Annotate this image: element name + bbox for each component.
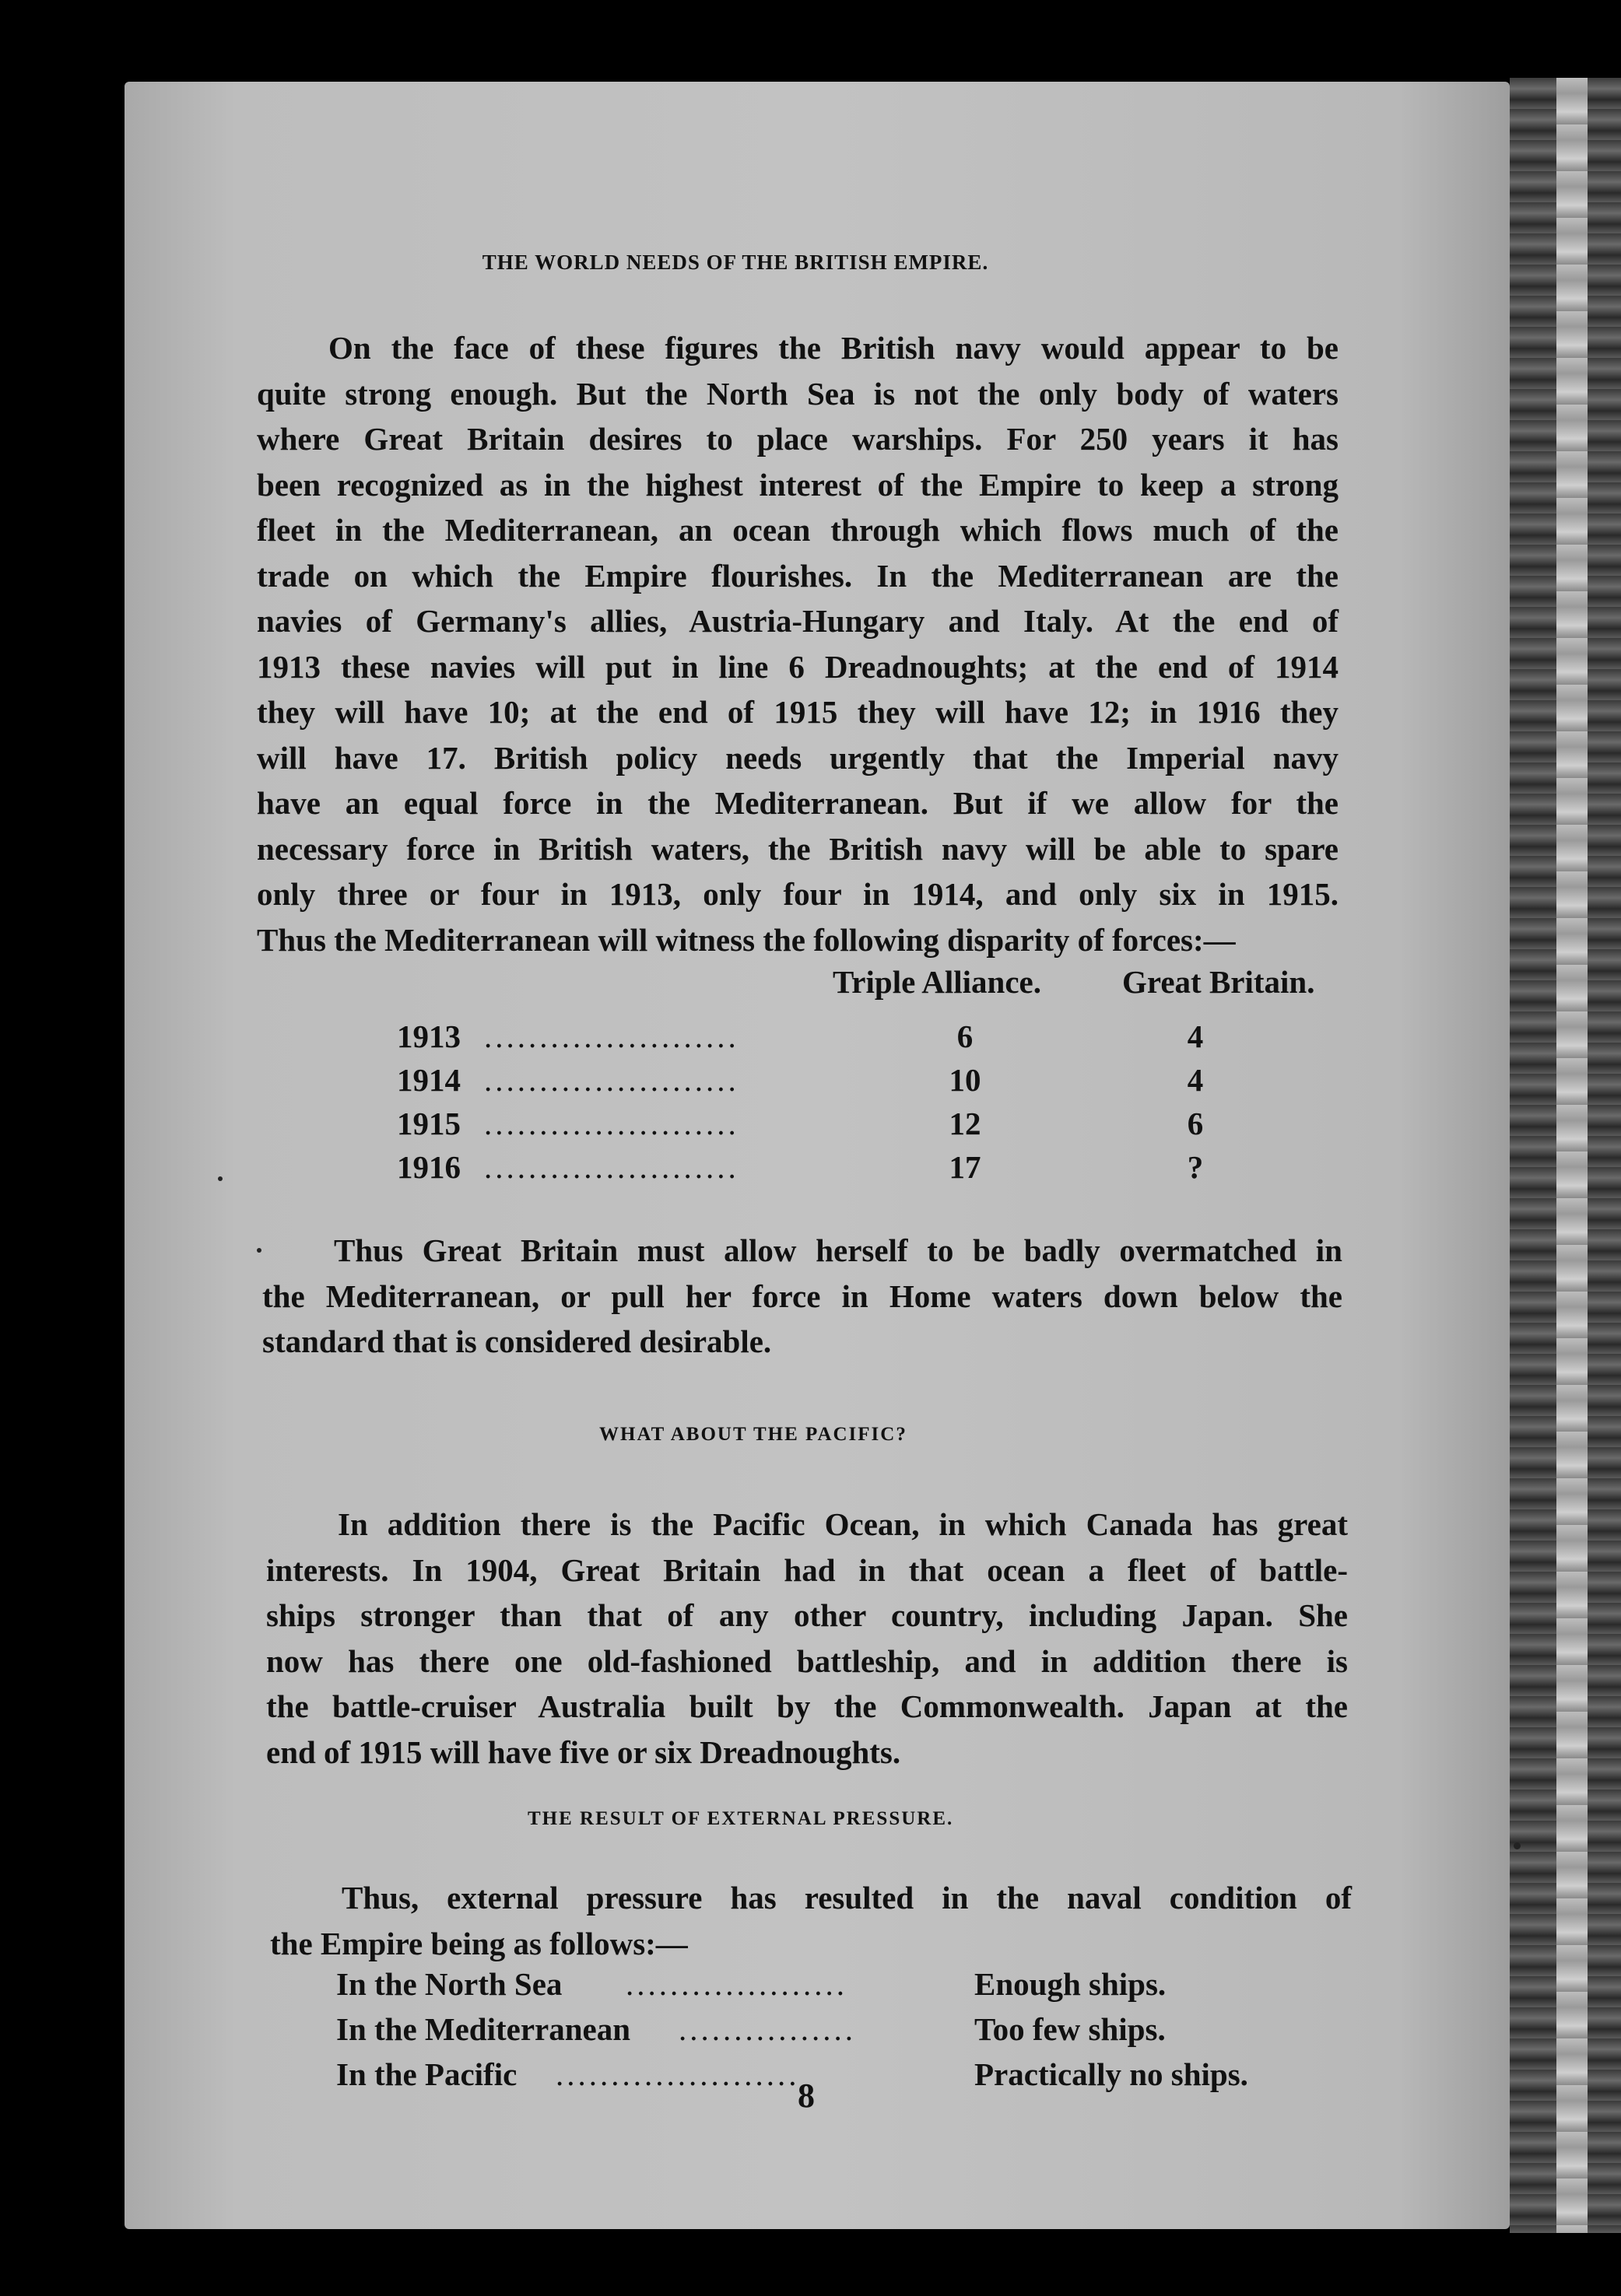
triple-alliance-value: 10 <box>949 1062 981 1098</box>
header-great-britain: Great Britain. <box>1122 964 1315 1000</box>
text-line: 1913 these navies will put in line 6 Dreadnoughts; at the end of 1914 <box>257 648 1339 685</box>
text-line: ships stronger than that of any other country, including Japan. She <box>266 1597 1348 1633</box>
text-line: the Mediterranean, or pull her force in Home waters down below the <box>262 1278 1342 1314</box>
text-line: only three or four in 1913, only four in 1914, and only six in 1915. <box>257 876 1339 912</box>
row-year: 1913 <box>397 1018 461 1054</box>
triple-alliance-value: 17 <box>949 1149 981 1185</box>
scan-speck <box>1514 1842 1521 1849</box>
header-triple-alliance: Triple Alliance. <box>833 964 1042 1000</box>
condition-place: In the North Sea <box>336 1966 563 2002</box>
table-row <box>397 1105 1362 1148</box>
text-line: On the face of these figures the British navy would appear to be <box>328 330 1339 366</box>
naval-conditions-list <box>336 1965 1348 2101</box>
page-edge-strip <box>1510 78 1621 2233</box>
text-line: standard that is considered desirable. <box>262 1323 772 1359</box>
text-line: they will have 10; at the end of 1915 they will have 12; in 1916 they <box>257 694 1339 730</box>
page-edge-highlight <box>1556 78 1588 2233</box>
list-item <box>336 1965 1348 2010</box>
great-britain-value: 4 <box>1187 1062 1204 1098</box>
page-number: 8 <box>798 2077 815 2115</box>
condition-status: Practically no ships. <box>974 2056 1248 2092</box>
text-line: the battle-cruiser Australia built by the Commonwealth. Japan at the <box>266 1688 1348 1724</box>
subheading-pacific: WHAT ABOUT THE PACIFIC? <box>599 1424 907 1445</box>
text-line: quite strong enough. But the North Sea is not the only body of waters <box>257 375 1339 412</box>
row-year: 1916 <box>397 1149 461 1185</box>
text-line: Thus, external pressure has resulted in the naval condition of <box>342 1880 1352 1916</box>
text-line: In addition there is the Pacific Ocean, in which Canada has great <box>338 1506 1348 1542</box>
subheading-external-pressure: THE RESULT OF EXTERNAL PRESSURE. <box>528 1808 954 1829</box>
table-row <box>397 1018 1362 1061</box>
paragraph-overmatched <box>262 1228 1342 1365</box>
text-line: trade on which the Empire flourishes. In the Mediterranean are the <box>257 557 1339 594</box>
condition-status: Too few ships. <box>974 2011 1166 2047</box>
great-britain-value: ? <box>1187 1149 1204 1185</box>
great-britain-value: 6 <box>1187 1106 1204 1141</box>
text-line: Thus Great Britain must allow herself to be badly overmatched in <box>334 1232 1342 1268</box>
dot-leader: ....................... <box>484 1106 739 1141</box>
text-line: will have 17. British policy needs urgently that the Imperial navy <box>257 739 1339 776</box>
list-item <box>336 2056 1348 2101</box>
great-britain-value: 4 <box>1187 1018 1204 1054</box>
dot-leader: ....................... <box>484 1018 739 1054</box>
triple-alliance-value: 6 <box>956 1018 974 1054</box>
dot-leader: ....................... <box>484 1062 739 1098</box>
paragraph-external-pressure <box>270 1875 1352 1966</box>
dot-leader: ...................... <box>556 2056 800 2092</box>
dot-leader: ....................... <box>484 1149 739 1185</box>
list-item <box>336 2010 1348 2056</box>
condition-status: Enough ships. <box>974 1966 1167 2002</box>
paragraph-navy-strength <box>257 325 1339 962</box>
row-year: 1914 <box>397 1062 461 1098</box>
row-year: 1915 <box>397 1106 461 1141</box>
text-line: fleet in the Mediterranean, an ocean through which flows much of the <box>257 512 1339 548</box>
condition-place: In the Pacific <box>336 2056 518 2092</box>
table-row <box>397 1061 1362 1105</box>
dot-leader: .................... <box>626 1966 847 2002</box>
text-line: end of 1915 will have five or six Dreadnoughts. <box>266 1733 901 1770</box>
text-line: interests. In 1904, Great Britain had in that ocean a fleet of battle- <box>266 1551 1348 1588</box>
text-line: navies of Germany's allies, Austria-Hungary and Italy. At the end of <box>257 603 1339 639</box>
text-line: where Great Britain desires to place warships. For 250 years it has <box>257 421 1339 457</box>
text-line: been recognized as in the highest interest of the Empire to keep a strong <box>257 466 1339 503</box>
text-line: now has there one old-fashioned battleship, and in addition there is <box>266 1642 1348 1679</box>
text-line: have an equal force in the Mediterranean. But if we allow for the <box>257 785 1339 821</box>
running-head: THE WORLD NEEDS OF THE BRITISH EMPIRE. <box>482 251 989 274</box>
scan-speck <box>257 1248 261 1253</box>
text-line: the Empire being as follows:— <box>270 1925 688 1961</box>
text-line: Thus the Mediterranean will witness the following disparity of forces:— <box>257 921 1236 958</box>
dot-leader: ................ <box>679 2011 856 2047</box>
condition-place: In the Mediterranean <box>336 2011 631 2047</box>
paragraph-pacific <box>266 1502 1348 1775</box>
text-line: necessary force in British waters, the British navy will be able to spare <box>257 830 1339 867</box>
table-row <box>397 1148 1362 1192</box>
scan-speck <box>218 1176 223 1181</box>
triple-alliance-value: 12 <box>949 1106 981 1141</box>
